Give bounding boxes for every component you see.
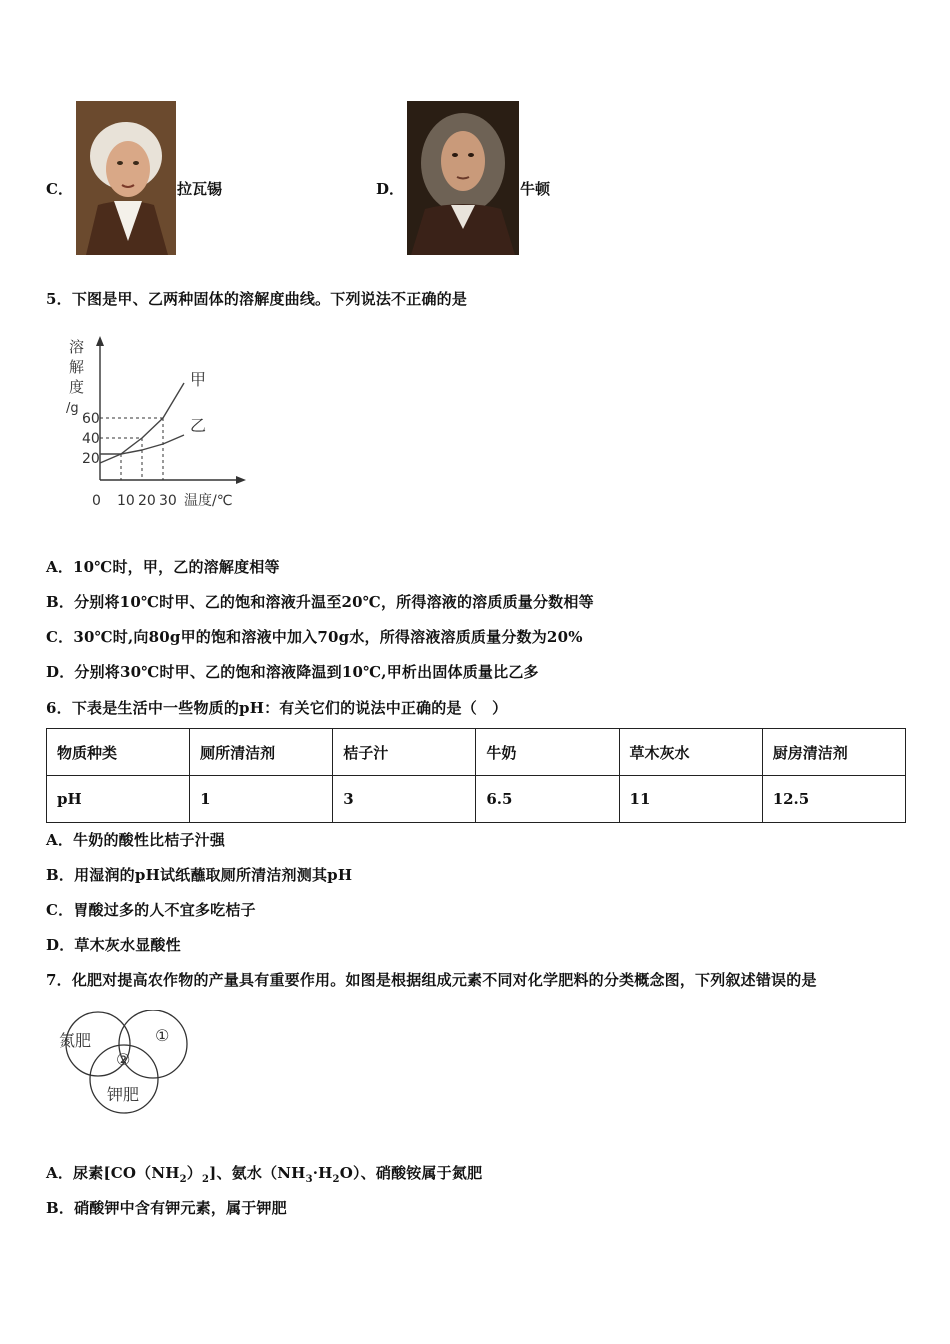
y-tick-label: 60: [82, 411, 100, 427]
table-cell: 11: [619, 776, 762, 823]
q7-option-a-text-2: ）: [186, 1164, 202, 1182]
q7-option-a-text-5: O）、硝酸铵属于氮肥: [339, 1164, 483, 1182]
newton-portrait: [407, 101, 519, 255]
ylabel-char-4: /g: [66, 401, 79, 416]
q7-option-a-text-3: ]、氨水（NH: [209, 1164, 306, 1182]
table-cell: 牛奶: [476, 729, 619, 776]
q6-option-a: A．牛奶的酸性比桔子汁强: [46, 831, 226, 849]
q5-option-d: D．分别将30℃时甲、乙的饱和溶液降温到10℃,甲析出固体质量比乙多: [46, 663, 539, 681]
y-tick-label: 40: [82, 431, 100, 447]
subscript: 2: [332, 1174, 340, 1185]
venn-label-1: ①: [155, 1026, 170, 1045]
fertilizer-venn-diagram: [50, 1010, 195, 1115]
table-cell: 桔子汁: [333, 729, 476, 776]
ylabel-char-2: 解: [69, 358, 85, 376]
option-c-caption: 拉瓦锡: [177, 180, 223, 198]
venn-label-potassium: 钾肥: [107, 1085, 140, 1104]
lavoisier-portrait: [76, 101, 176, 255]
x-axis-arrow: [236, 476, 246, 484]
x-tick-label: 10: [117, 493, 135, 509]
table-cell: pH: [47, 776, 190, 823]
q7-option-a: [46, 1162, 482, 1185]
solubility-chart: [56, 332, 256, 517]
option-c-letter: C．: [46, 180, 73, 198]
q6-option-b: B．用湿润的pH试纸蘸取厕所清洁剂测其pH: [46, 866, 353, 884]
ylabel-char-3: 度: [69, 378, 85, 396]
question-5-stem: 5．下图是甲、乙两种固体的溶解度曲线。下列说法不正确的是: [46, 290, 468, 308]
option-d-letter: D．: [376, 180, 405, 198]
ph-table: [46, 728, 906, 823]
table-cell: 12.5: [762, 776, 905, 823]
q5-option-c: C．30℃时,向80g甲的饱和溶液中加入70g水，所得溶液溶质质量分数为20%: [46, 628, 583, 646]
ylabel-char-1: 溶: [69, 338, 85, 356]
x-tick-label: 20: [138, 493, 156, 509]
subscript: 2: [179, 1174, 187, 1185]
q6-option-c: C．胃酸过多的人不宜多吃桔子: [46, 901, 256, 919]
ph-table-value-row: [47, 776, 906, 823]
q7-option-a-text-4: ·H: [312, 1164, 333, 1182]
q7-option-b: B．硝酸钾中含有钾元素，属于钾肥: [46, 1199, 287, 1217]
table-cell: 1: [190, 776, 333, 823]
table-cell: 厕所清洁剂: [190, 729, 333, 776]
subscript: 3: [305, 1174, 313, 1185]
question-7-stem: 7．化肥对提高农作物的产量具有重要作用。如图是根据组成元素不同对化学肥料的分类概念图，下列叙述错误的是: [46, 971, 817, 989]
y-tick-label: 20: [82, 451, 100, 467]
table-cell: 物质种类: [47, 729, 190, 776]
option-d-caption: 牛顿: [520, 180, 551, 198]
table-cell: 草木灰水: [619, 729, 762, 776]
series-label-1: 甲: [190, 370, 207, 389]
table-cell: 3: [333, 776, 476, 823]
series-label-2: 乙: [190, 416, 207, 435]
xlabel: 温度/℃: [184, 493, 233, 509]
q5-option-a: A．10℃时，甲，乙的溶解度相等: [46, 558, 280, 576]
y-axis-arrow: [96, 336, 104, 346]
question-6-stem: 6．下表是生活中一些物质的pH：有关它们的说法中正确的是（ ）: [46, 699, 508, 717]
subscript: 2: [202, 1174, 210, 1185]
q5-option-b: B．分别将10℃时甲、乙的饱和溶液升温至20℃，所得溶液的溶质质量分数相等: [46, 593, 594, 611]
venn-label-nitrogen: 氮肥: [59, 1031, 92, 1050]
x-tick-label: 30: [159, 493, 177, 509]
x-tick-label: 0: [92, 493, 101, 509]
table-cell: 6.5: [476, 776, 619, 823]
venn-label-2: ②: [116, 1050, 131, 1069]
ph-table-header-row: [47, 729, 906, 776]
solubility-chart-svg: [56, 332, 256, 517]
table-cell: 厨房清洁剂: [762, 729, 905, 776]
q6-option-d: D．草木灰水显酸性: [46, 936, 181, 954]
q7-option-a-text-1: A．尿素[CO（NH: [46, 1164, 180, 1182]
